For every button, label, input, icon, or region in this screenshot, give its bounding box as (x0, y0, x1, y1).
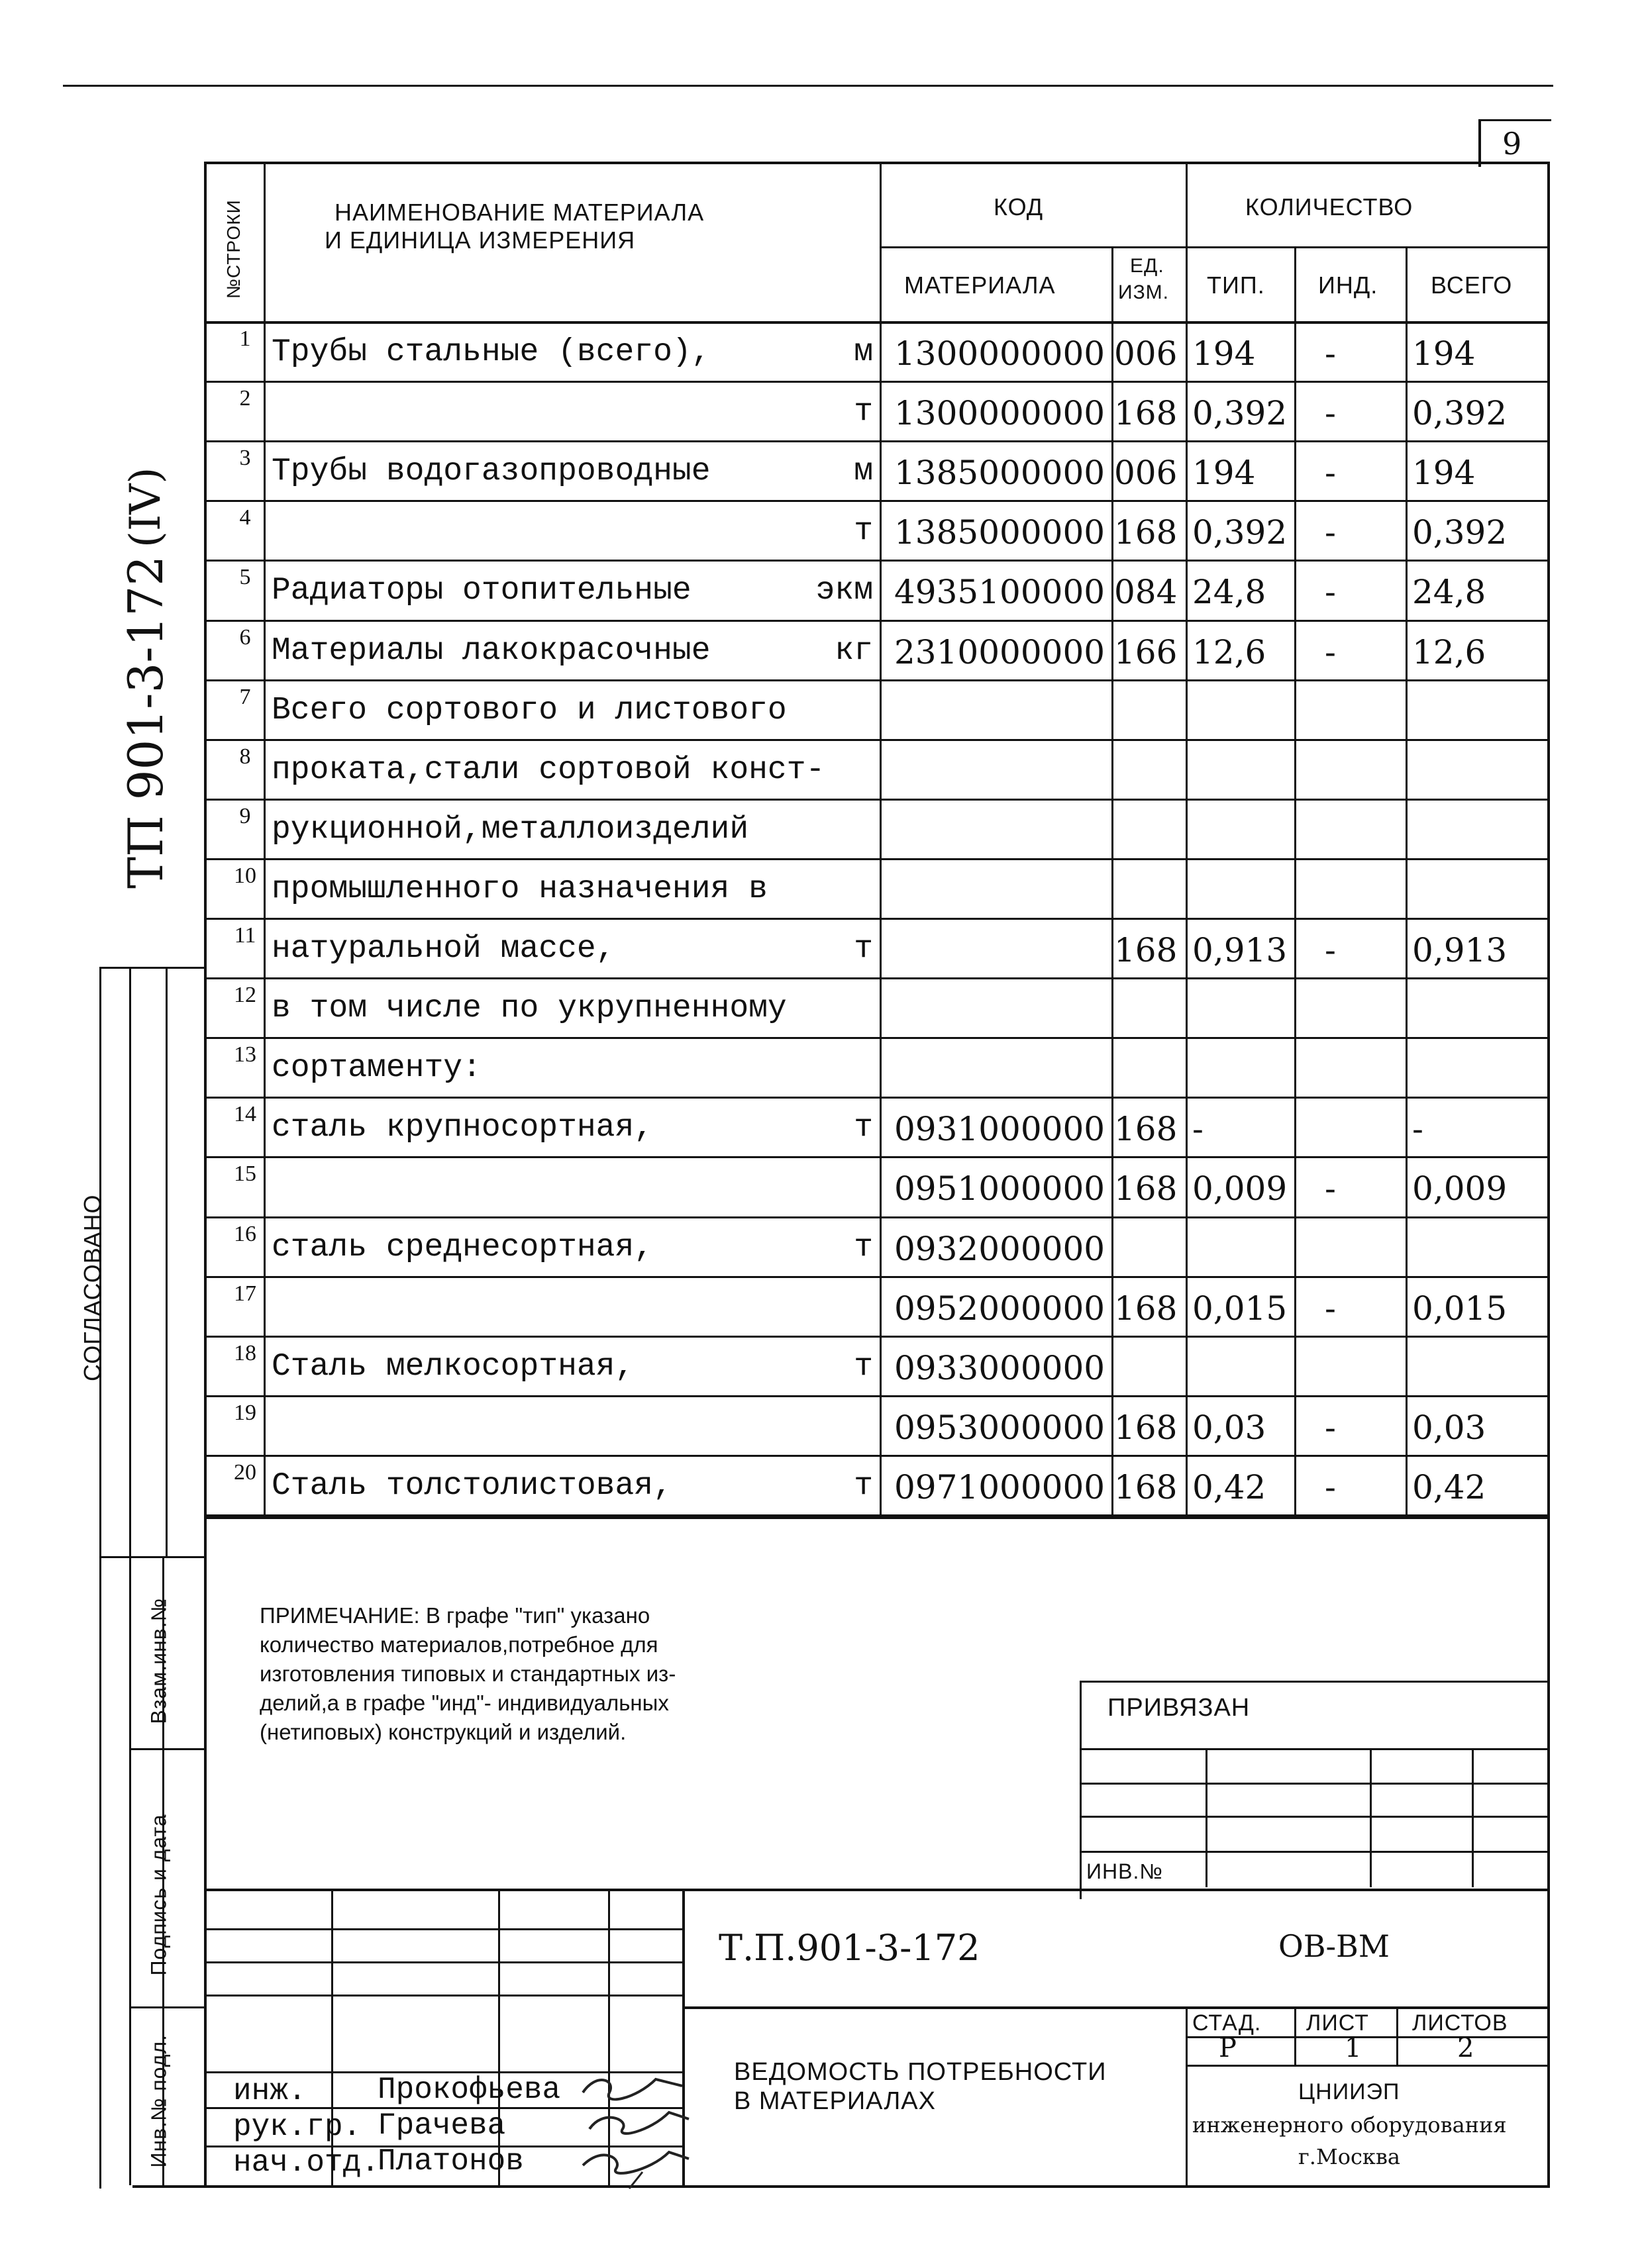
row-separator (204, 1455, 1549, 1457)
material-code: 4935100000 (894, 573, 1105, 612)
ind-quantity: - (1325, 454, 1336, 493)
material-name: промышленного назначения в (272, 871, 768, 907)
ind-quantity: - (1325, 1289, 1336, 1328)
total-quantity: 194 (1412, 334, 1476, 373)
org-city: г.Москва (1298, 2144, 1400, 2169)
material-code: 0931000000 (894, 1110, 1105, 1149)
side-strip-outer (99, 967, 101, 2189)
side-label-signature-date: Подпись и дата (146, 1814, 171, 1976)
row-separator (204, 620, 1549, 622)
unit-label: кг (835, 632, 873, 669)
side-agreed-label: СОГЛАСОВАНО (79, 1194, 106, 1381)
row-separator (204, 739, 1549, 741)
unit-label: т (854, 1348, 873, 1385)
sheets-value: 2 (1457, 2033, 1474, 2063)
org-department: инженерного оборудования (1192, 2112, 1507, 2138)
stage-row1 (1186, 2036, 1549, 2038)
note-line: делий,а в графе "инд"- индивидуальных (260, 1691, 669, 1715)
row-separator (204, 440, 1549, 442)
total-quantity: 0,009 (1412, 1169, 1508, 1208)
unit-label: т (854, 394, 873, 430)
typ-quantity: 0,015 (1192, 1289, 1288, 1328)
side-strip-sep1 (129, 1748, 205, 1750)
sig-row3 (204, 1995, 682, 1997)
row-number: 9 (239, 803, 251, 828)
row-separator (204, 1395, 1549, 1397)
page-number-box-left (1478, 119, 1481, 167)
row-number: 4 (239, 505, 251, 530)
signer-role: рук.гр. (233, 2110, 362, 2144)
typ-quantity: 194 (1192, 454, 1256, 493)
typ-quantity: 0,392 (1192, 513, 1288, 552)
ind-quantity: - (1325, 334, 1336, 373)
material-code: 0953000000 (894, 1408, 1105, 1447)
stamp-doc-code: Т.П.901-3-172 (719, 1927, 980, 1969)
row-number: 7 (239, 684, 251, 709)
org-name: ЦНИИЭП (1298, 2079, 1400, 2104)
unit-label: т (854, 1229, 873, 1265)
binding-title: ПРИВЯЗАН (1107, 1694, 1251, 1722)
total-quantity: 0,42 (1412, 1467, 1486, 1506)
ind-quantity: - (1325, 1467, 1336, 1506)
material-name: рукционной,металлоизделий (272, 811, 749, 848)
row-number: 14 (234, 1102, 256, 1127)
side-label-replace-inv: Взам.инв.№ (146, 1598, 171, 1724)
row-number: 5 (239, 565, 251, 590)
signer-name: Грачева (378, 2108, 506, 2143)
material-name: в том числе по укрупненному (272, 991, 787, 1027)
header-total: ВСЕГО (1431, 271, 1513, 299)
total-quantity: 0,015 (1412, 1289, 1508, 1328)
header-subline (880, 246, 1549, 248)
material-code: 1385000000 (894, 454, 1105, 493)
total-quantity: 0,392 (1412, 394, 1508, 433)
unit-label: м (854, 334, 873, 370)
total-quantity: 0,03 (1412, 1408, 1486, 1447)
col-line-total (1406, 246, 1408, 1516)
total-quantity: 194 (1412, 454, 1476, 493)
material-name: сталь среднесортная, (272, 1229, 654, 1265)
stamp-top (204, 1889, 1549, 1891)
header-quantity: КОЛИЧЕСТВО (1245, 193, 1413, 221)
stamp-mark: ОВ-ВМ (1278, 1928, 1390, 1964)
row-number: 15 (234, 1161, 256, 1187)
header-ind: ИНД. (1318, 271, 1378, 299)
row-number: 1 (239, 326, 251, 351)
binding-row1 (1080, 1748, 1549, 1750)
material-code: 2310000000 (894, 632, 1105, 671)
unit-code: 168 (1114, 513, 1178, 552)
unit-code: 168 (1114, 1467, 1178, 1506)
row-separator (204, 1216, 1549, 1218)
row-separator (204, 1336, 1549, 1338)
side-strip-inner (129, 1556, 131, 2185)
sig-row2 (204, 1961, 682, 1963)
material-name: Трубы стальные (всего), (272, 334, 711, 370)
note-line: количество материалов,потребное для (260, 1632, 658, 1657)
typ-quantity: 0,913 (1192, 931, 1288, 969)
material-code: 0952000000 (894, 1289, 1105, 1328)
binding-inv-label: ИНВ.№ (1086, 1859, 1163, 1883)
side-strip-top (99, 967, 205, 969)
typ-quantity: 194 (1192, 334, 1256, 373)
material-name: натуральной массе, (272, 931, 615, 967)
unit-label: т (854, 1467, 873, 1504)
sheets-label: ЛИСТОВ (1412, 2010, 1508, 2036)
row-number: 19 (234, 1400, 256, 1425)
binding-row4 (1080, 1851, 1549, 1853)
header-bottom-line (204, 321, 1549, 324)
row-separator (204, 381, 1549, 383)
unit-code: 168 (1114, 1289, 1178, 1328)
unit-code: 166 (1114, 632, 1178, 671)
side-roman-numeral: (IV) (121, 467, 170, 548)
row-number: 13 (234, 1042, 256, 1067)
sheet-value: 1 (1345, 2033, 1362, 2063)
header-unit-line1: ЕД. (1130, 255, 1164, 277)
unit-code: 168 (1114, 1110, 1178, 1149)
frame-left (204, 162, 207, 2188)
note-line: (нетиповых) конструкций и изделий. (260, 1720, 627, 1744)
row-separator (204, 977, 1549, 979)
signer-name: Платонов (378, 2144, 524, 2179)
col-line-ind (1294, 246, 1296, 1516)
material-code: 1385000000 (894, 513, 1105, 552)
material-name: Всего сортового и листового (272, 692, 787, 728)
binding-col1 (1206, 1748, 1207, 1887)
row-number: 17 (234, 1281, 256, 1306)
signer-name: Прокофьева (378, 2073, 561, 2107)
material-code: 0951000000 (894, 1169, 1105, 1208)
stage-col3 (1396, 2006, 1398, 2065)
ind-quantity: - (1325, 931, 1336, 969)
total-quantity: - (1412, 1110, 1423, 1149)
row-separator (204, 799, 1549, 801)
row-separator (204, 500, 1549, 502)
row-separator (204, 918, 1549, 920)
unit-code: 006 (1114, 334, 1178, 373)
typ-quantity: 0,42 (1192, 1467, 1266, 1506)
unit-code: 168 (1114, 1408, 1178, 1447)
col-line-ed (1111, 246, 1113, 1516)
material-code: 1300000000 (894, 394, 1105, 433)
row-separator (204, 679, 1549, 681)
page-number-box-top (1478, 119, 1551, 121)
stamp-doc-title-line2: В МАТЕРИАЛАХ (734, 2087, 936, 2115)
unit-code: 168 (1114, 1169, 1178, 1208)
row-number: 18 (234, 1340, 256, 1365)
binding-col3 (1472, 1748, 1474, 1887)
material-code: 0933000000 (894, 1348, 1105, 1387)
typ-quantity: 12,6 (1192, 632, 1266, 671)
unit-code: 084 (1114, 573, 1178, 612)
typ-quantity: 0,009 (1192, 1169, 1288, 1208)
header-typ: ТИП. (1207, 271, 1265, 299)
typ-quantity: 0,392 (1192, 394, 1288, 433)
material-name: сортаменту: (272, 1050, 482, 1087)
unit-label: т (854, 931, 873, 967)
material-name: Радиаторы отопительные (272, 573, 692, 609)
row-number: 20 (234, 1459, 256, 1485)
sheet-label: ЛИСТ (1306, 2010, 1369, 2036)
sig-row1 (204, 1928, 682, 1930)
unit-code: 168 (1114, 931, 1178, 969)
typ-quantity: 24,8 (1192, 573, 1266, 612)
col-line-code (880, 162, 882, 1516)
unit-label: т (854, 1110, 873, 1146)
signer-role: нач.отд. (233, 2145, 380, 2180)
page-number: 9 (1502, 126, 1522, 162)
stage-col1 (1186, 2006, 1188, 2187)
col-line-num (264, 162, 266, 1516)
binding-left (1080, 1681, 1082, 1899)
side-strip-mid (99, 1556, 205, 1558)
header-name-line1: НАИМЕНОВАНИЕ МАТЕРИАЛА (334, 199, 705, 226)
col-line-typ (1186, 162, 1188, 1516)
stage-row2 (1186, 2065, 1549, 2067)
frame-top-line (204, 162, 1549, 164)
ind-quantity: - (1325, 1408, 1336, 1447)
binding-row2 (1080, 1783, 1549, 1785)
top-page-line (63, 85, 1553, 87)
unit-code: 168 (1114, 394, 1178, 433)
unit-label: т (854, 513, 873, 550)
stage-col2 (1294, 2006, 1296, 2065)
material-name: Сталь толстолистовая, (272, 1467, 672, 1504)
row-separator (204, 1276, 1549, 1278)
row-number: 8 (239, 744, 251, 769)
material-code: 0971000000 (894, 1467, 1105, 1506)
row-separator (204, 560, 1549, 562)
row-separator (204, 858, 1549, 860)
total-quantity: 24,8 (1412, 573, 1486, 612)
row-number: 12 (234, 983, 256, 1008)
row-number: 6 (239, 624, 251, 650)
side-label-inv-original: Инв.№ подл. (146, 2034, 171, 2168)
ind-quantity: - (1325, 573, 1336, 612)
header-material: МАТЕРИАЛА (904, 271, 1056, 299)
row-number: 10 (234, 863, 256, 888)
frame-bottom (132, 2185, 1550, 2188)
ind-quantity: - (1325, 394, 1336, 433)
typ-quantity: 0,03 (1192, 1408, 1266, 1447)
header-code: КОД (994, 193, 1044, 221)
total-quantity: 0,913 (1412, 931, 1508, 969)
side-strip-div1 (129, 967, 131, 1556)
side-strip-div2 (166, 967, 168, 1556)
frame-right (1547, 162, 1550, 2188)
unit-label: экм (815, 573, 873, 609)
material-name: проката,стали сортовой конст- (272, 752, 825, 788)
material-name: Сталь мелкосортная, (272, 1348, 635, 1385)
material-name: Трубы водогазопроводные (272, 454, 711, 490)
total-quantity: 12,6 (1412, 632, 1486, 671)
material-name: Материалы лакокрасочные (272, 632, 711, 669)
side-strip-sep2 (129, 2006, 205, 2008)
signer-role: инж. (233, 2074, 307, 2108)
material-name: сталь крупносортная, (272, 1110, 654, 1146)
note-line: ПРИМЕЧАНИЕ: В графе "тип" указано (260, 1603, 650, 1628)
signature-scribbles (576, 2066, 695, 2192)
binding-top (1080, 1681, 1549, 1683)
binding-row3 (1080, 1816, 1549, 1818)
typ-quantity: - (1192, 1110, 1204, 1149)
ind-quantity: - (1325, 632, 1336, 671)
stage-label: СТАД. (1192, 2010, 1262, 2036)
binding-col2 (1370, 1748, 1372, 1887)
header-name-line2: И ЕДИНИЦА ИЗМЕРЕНИЯ (325, 226, 636, 254)
total-quantity: 0,392 (1412, 513, 1508, 552)
row-number: 11 (234, 923, 256, 948)
unit-code: 006 (1114, 454, 1178, 493)
material-code: 0932000000 (894, 1229, 1105, 1268)
stage-value: Р (1219, 2033, 1237, 2063)
table-bottom-line (204, 1516, 1549, 1519)
row-separator (204, 1037, 1549, 1039)
ind-quantity: - (1325, 513, 1336, 552)
note-line: изготовления типовых и стандартных из- (260, 1661, 676, 1686)
header-row-number: №СТРОКИ (223, 199, 244, 299)
material-code: 1300000000 (894, 334, 1105, 373)
side-document-code: ТП 901-3-172 (118, 555, 174, 889)
row-separator (204, 1097, 1549, 1099)
stamp-doc-title-line1: ВЕДОМОСТЬ ПОТРЕБНОСТИ (734, 2058, 1107, 2086)
ind-quantity: - (1325, 1169, 1336, 1208)
row-number: 2 (239, 386, 251, 411)
unit-label: м (854, 454, 873, 490)
row-separator (204, 1156, 1549, 1158)
row-number: 3 (239, 446, 251, 471)
header-unit-line2: ИЗМ. (1118, 281, 1170, 303)
stamp-mid (682, 2006, 1549, 2009)
row-number: 16 (234, 1221, 256, 1246)
